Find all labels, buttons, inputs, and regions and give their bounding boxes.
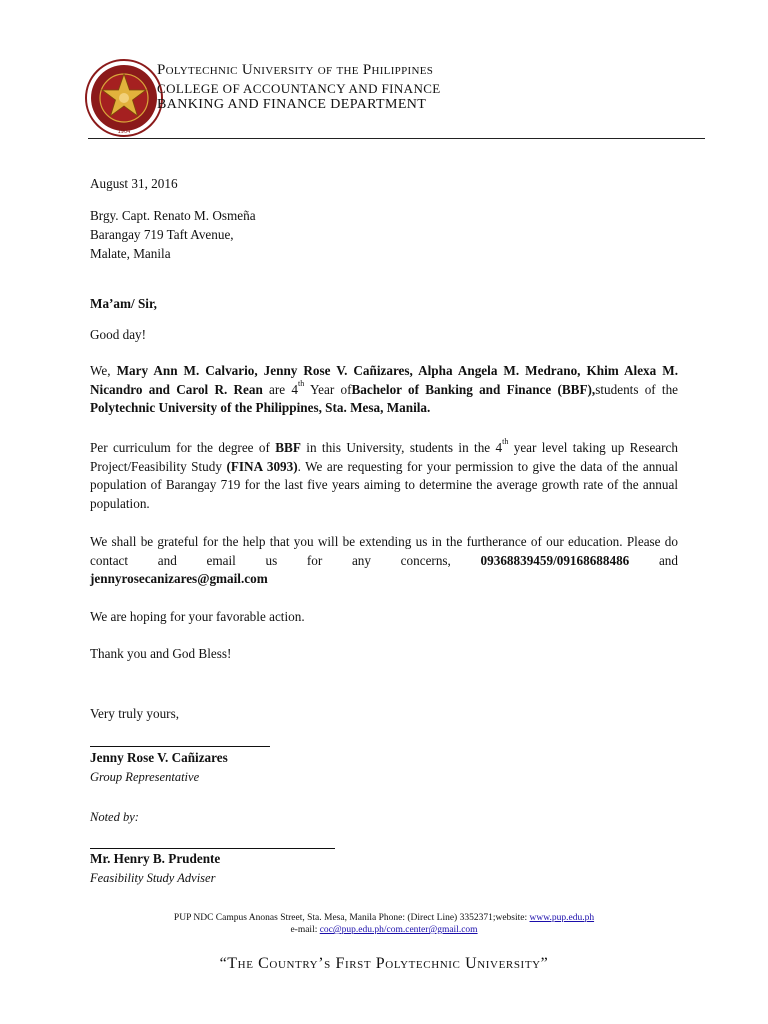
program-name: Bachelor of Banking and Finance (BBF),	[351, 381, 596, 397]
paragraph-intro	[90, 362, 678, 418]
p2-a: Per curriculum for the degree of	[90, 440, 270, 455]
paragraph-contact	[90, 533, 678, 589]
department-name: BANKING AND FINANCE DEPARTMENT	[157, 97, 427, 112]
recipient-address-line1: Barangay 719 Taft Avenue,	[90, 227, 234, 242]
closing: Very truly yours,	[90, 706, 180, 721]
paragraph-request	[90, 439, 678, 513]
p3-and: and	[658, 552, 678, 568]
signature-line-1	[90, 746, 270, 747]
noted-by: Noted by:	[90, 810, 139, 824]
school-name: Polytechnic University of the Philippines, Sta. Mesa, Manila.	[90, 400, 431, 416]
p2-d: . We are requesting for your permission to give the data of the annual population of Barangay 719 for the last five years aiming to determine the average growth rate of the annual population.	[90, 458, 679, 511]
signer2-name: Mr. Henry B. Prudente	[90, 851, 221, 866]
footer-website-link[interactable]: www.pup.edu.ph	[529, 913, 595, 923]
p1-students-of: students of the	[595, 381, 679, 397]
course-code: (FINA 3093)	[226, 458, 298, 474]
recipient-address-line2: Malate, Manila	[90, 246, 171, 261]
university-seal	[84, 58, 164, 138]
contact-email: jennyrosecanizares@gmail.com	[90, 571, 268, 587]
recipient-name: Brgy. Capt. Renato M. Osmeña	[90, 208, 256, 223]
university-name: Polytechnic University of the Philippines	[157, 62, 434, 78]
signer1-title: Group Representative	[90, 770, 200, 784]
footer-email-label: e-mail:	[290, 925, 318, 935]
signer1-name: Jenny Rose V. Cañizares	[90, 750, 228, 765]
salutation: Ma’am/ Sir,	[90, 296, 157, 311]
p2-bbf: BBF	[275, 440, 301, 455]
signature-line-2	[90, 848, 335, 849]
p2-ordinal: th	[502, 437, 509, 446]
seal-year: 1904	[117, 129, 131, 135]
footer-email-line	[90, 924, 678, 936]
letter-date: August 31, 2016	[90, 176, 178, 191]
student-names: Mary Ann M. Calvario, Jenny Rose V. Cañizares, Alpha Angela M. Medrano, Khim Alexa M. Nicandro and Carol R. Rean	[90, 363, 678, 397]
p1-are: are 4	[269, 381, 298, 397]
p2-c: year level taking up Research Project/Feasibility Study	[90, 440, 679, 474]
paragraph-hoping: We are hoping for your favorable action.	[90, 609, 305, 624]
header-divider	[88, 138, 705, 139]
greeting: Good day!	[90, 327, 147, 342]
footer-email-link[interactable]: coc@pup.edu.ph/com.center@gmail.com	[319, 925, 478, 935]
paragraph-thanks: Thank you and God Bless!	[90, 646, 232, 661]
university-motto: “The Country’s First Polytechnic University”	[219, 955, 549, 972]
p3-a: We shall be grateful for the help that you will be extending us in the furtherance of our education. Please do contact and email us for any concerns,	[90, 534, 678, 568]
p1-ordinal: th	[297, 378, 305, 388]
p2-b: in this University, students in the 4	[306, 440, 503, 455]
signer2-title: Feasibility Study Adviser	[90, 871, 216, 885]
contact-phones: 09368839459/09168688486	[480, 552, 630, 568]
college-name: COLLEGE OF ACCOUNTANCY AND FINANCE	[157, 81, 441, 96]
footer-address-line	[90, 912, 678, 924]
p1-we: We,	[90, 363, 111, 378]
footer-address: PUP NDC Campus Anonas Street, Sta. Mesa, Manila Phone: (Direct Line) 3352371;website:	[173, 913, 528, 923]
p1-year-of: Year of	[309, 381, 352, 397]
